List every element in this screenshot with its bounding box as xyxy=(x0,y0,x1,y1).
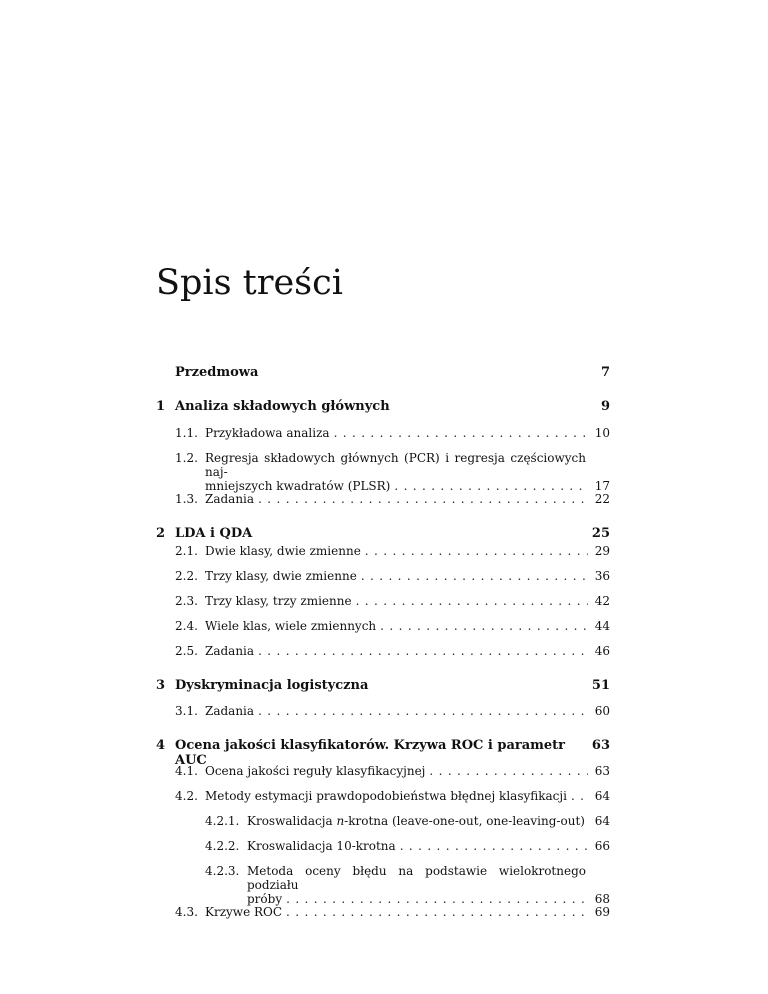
toc-section-page: 60 xyxy=(594,704,610,718)
toc-section-2-3[interactable] xyxy=(175,594,610,608)
toc-section-title-line2: mniejszych kwadratów (PLSR) xyxy=(205,479,391,493)
toc-subsection-title-pre: Kroswalidacja xyxy=(247,814,337,828)
toc-section-number: 2.1. xyxy=(175,544,198,558)
toc-section-number: 4.1. xyxy=(175,764,198,778)
toc-section-number: 4.2. xyxy=(175,789,198,803)
dot-leader xyxy=(361,569,588,583)
toc-section-number: 3.1. xyxy=(175,704,198,718)
toc-subsection-title-em: n xyxy=(336,814,345,828)
toc-section-4-2[interactable] xyxy=(175,789,610,803)
toc-subsection-number: 4.2.1. xyxy=(205,814,240,828)
toc-section-page: 42 xyxy=(594,594,610,608)
toc-chapter-2[interactable] xyxy=(156,526,610,541)
toc-section-title: Trzy klasy, trzy zmienne xyxy=(205,594,352,608)
toc-chapter-number: 4 xyxy=(156,738,166,753)
toc-chapter-page: 9 xyxy=(600,399,610,414)
toc-section-page: 10 xyxy=(594,426,610,440)
dot-leader xyxy=(258,704,588,718)
toc-subsection-title: Kroswalidacja 10-krotna xyxy=(247,839,396,853)
toc-subsection-number: 4.2.3. xyxy=(205,864,240,878)
toc-section-number: 1.2. xyxy=(175,451,198,465)
toc-section-number: 2.4. xyxy=(175,619,198,633)
toc-chapter-page: 51 xyxy=(591,678,610,693)
toc-section-page: 69 xyxy=(594,905,610,919)
dot-leader xyxy=(258,492,588,506)
toc-subsection-title-line2: próby xyxy=(247,892,283,906)
toc-section-1-2[interactable] xyxy=(175,451,610,493)
toc-section-1-1[interactable] xyxy=(175,426,610,440)
toc-subsection-4-2-3[interactable] xyxy=(205,864,610,906)
dot-leader xyxy=(429,764,588,778)
dot-leader xyxy=(394,479,588,493)
toc-subsection-title-line1: Metoda oceny błędu na podstawie wielokrotnego podziału xyxy=(247,864,586,892)
toc-section-title: Zadania xyxy=(205,644,255,658)
toc-section-page: 17 xyxy=(594,479,610,493)
toc-subsection-number: 4.2.2. xyxy=(205,839,240,853)
toc-section-number: 4.3. xyxy=(175,905,198,919)
toc-section-number: 1.3. xyxy=(175,492,198,506)
dot-leader xyxy=(356,594,588,608)
toc-section-number: 2.5. xyxy=(175,644,198,658)
toc-entry-title: Przedmowa xyxy=(175,365,259,380)
toc-subsection-title-post: -krotna (leave-one-out, one-leaving-out) xyxy=(344,814,585,828)
toc-chapter-number: 3 xyxy=(156,678,166,693)
toc-section-page: 46 xyxy=(594,644,610,658)
toc-subsection-page: 66 xyxy=(594,839,610,853)
dot-leader xyxy=(365,544,588,558)
toc-section-2-2[interactable] xyxy=(175,569,610,583)
dot-leader xyxy=(286,892,588,906)
toc-section-title: Wiele klas, wiele zmiennych xyxy=(205,619,377,633)
toc-section-page: 44 xyxy=(594,619,610,633)
dot-leader xyxy=(571,789,588,803)
toc-section-4-1[interactable] xyxy=(175,764,610,778)
toc-subsection-title xyxy=(247,814,585,828)
toc-chapter-title: Analiza składowych głównych xyxy=(175,399,390,414)
dot-leader xyxy=(380,619,588,633)
dot-leader xyxy=(334,426,588,440)
toc-section-page: 22 xyxy=(594,492,610,506)
toc-section-page: 63 xyxy=(594,764,610,778)
toc-entry-preface[interactable] xyxy=(175,365,610,380)
toc-section-3-1[interactable] xyxy=(175,704,610,718)
toc-section-page: 64 xyxy=(594,789,610,803)
toc-chapter-title: Dyskryminacja logistyczna xyxy=(175,678,369,693)
toc-section-title: Dwie klasy, dwie zmienne xyxy=(205,544,361,558)
toc-section-title: Zadania xyxy=(205,704,255,718)
toc-section-1-3[interactable] xyxy=(175,492,610,506)
toc-chapter-3[interactable] xyxy=(156,678,610,693)
page-title: Spis treści xyxy=(156,263,343,303)
toc-subsection-4-2-2[interactable] xyxy=(205,839,610,853)
toc-section-title: Trzy klasy, dwie zmienne xyxy=(205,569,357,583)
toc-section-number: 2.2. xyxy=(175,569,198,583)
toc-section-title: Ocena jakości reguły klasyfikacyjnej xyxy=(205,764,426,778)
toc-section-title: Krzywe ROC xyxy=(205,905,283,919)
toc-section-title-line1: Regresja składowych głównych (PCR) i regresja częściowych naj- xyxy=(205,451,586,479)
toc-chapter-title: LDA i QDA xyxy=(175,526,253,541)
toc-section-title: Metody estymacji prawdopodobieństwa błędnej klasyfikacji xyxy=(205,789,567,803)
toc-section-title: Przykładowa analiza xyxy=(205,426,330,440)
toc-section-page: 36 xyxy=(594,569,610,583)
toc-chapter-number: 1 xyxy=(156,399,166,414)
toc-section-2-5[interactable] xyxy=(175,644,610,658)
toc-section-2-4[interactable] xyxy=(175,619,610,633)
toc-subsection-page: 64 xyxy=(594,814,610,828)
toc-entry-page: 7 xyxy=(600,365,610,380)
toc-chapter-page: 63 xyxy=(591,738,610,753)
toc-subsection-4-2-1[interactable] xyxy=(205,814,610,828)
toc-chapter-number: 2 xyxy=(156,526,166,541)
toc-section-2-1[interactable] xyxy=(175,544,610,558)
dot-leader xyxy=(286,905,588,919)
toc-section-title: Zadania xyxy=(205,492,255,506)
toc-section-4-3[interactable] xyxy=(175,905,610,919)
toc-section-page: 29 xyxy=(594,544,610,558)
toc-subsection-page: 68 xyxy=(594,892,610,906)
toc-chapter-1[interactable] xyxy=(156,399,610,414)
toc-chapter-title: Ocena jakości klasyfikatorów. Krzywa ROC i parametr AUC xyxy=(175,738,566,768)
toc-section-number: 1.1. xyxy=(175,426,198,440)
toc-chapter-page: 25 xyxy=(591,526,610,541)
toc-section-number: 2.3. xyxy=(175,594,198,608)
dot-leader xyxy=(258,644,588,658)
dot-leader xyxy=(400,839,588,853)
